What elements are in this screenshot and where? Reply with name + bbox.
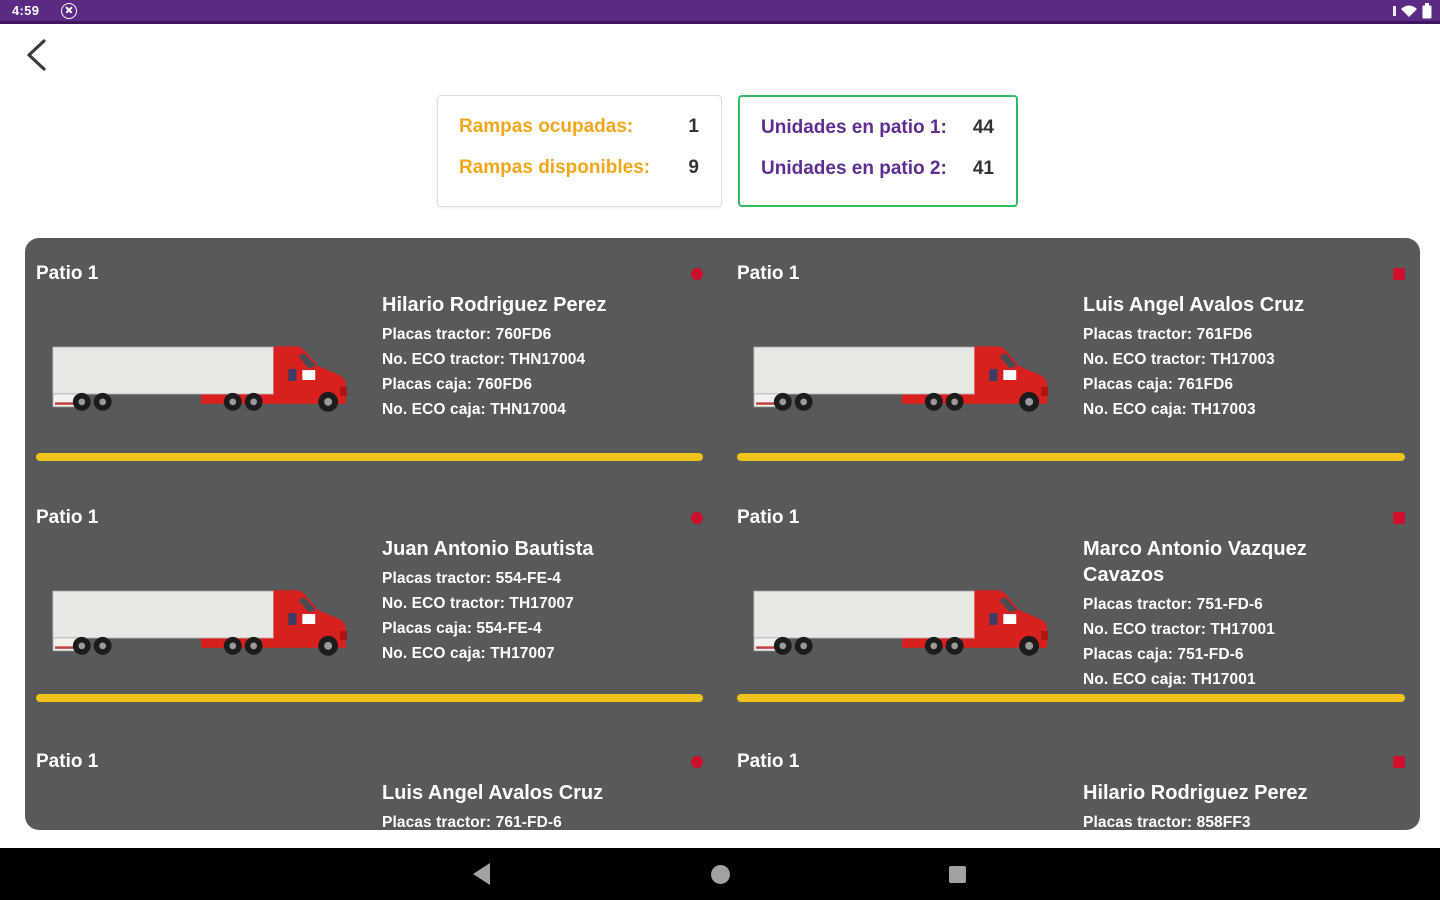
driver-name: Hilario Rodriguez Perez (382, 294, 607, 316)
yellow-divider (737, 694, 1405, 702)
placas-tractor: Placas tractor: 761-FD-6 (382, 814, 562, 830)
status-bar (0, 0, 1440, 24)
back-triangle-icon (473, 863, 490, 885)
driver-name: Marco Antonio Vazquez Cavazos (1083, 538, 1307, 586)
driver-name: Luis Angel Avalos Cruz (382, 782, 604, 804)
red-status-dot-icon (691, 756, 703, 768)
patio-label: Patio 1 (737, 507, 800, 528)
patio-label: Patio 1 (737, 751, 800, 772)
placas-tractor: Placas tractor: 751-FD-6 (1083, 596, 1263, 613)
ramps-available-label: Rampas disponibles: (459, 157, 651, 178)
eco-caja: No. ECO caja: TH17003 (1083, 401, 1256, 418)
units-summary-card (738, 95, 1018, 207)
ramps-available-value: 9 (688, 157, 699, 178)
truck-card[interactable] (737, 461, 1405, 702)
driver-name: Juan Antonio Bautista (382, 538, 594, 560)
red-status-dot-icon (691, 268, 703, 280)
placas-caja: Placas caja: 760FD6 (382, 376, 533, 393)
eco-caja: No. ECO caja: TH17007 (382, 645, 555, 662)
eco-tractor: No. ECO tractor: TH17007 (382, 595, 574, 612)
truck-image (753, 586, 1051, 658)
eco-tractor: No. ECO tractor: TH17001 (1083, 621, 1275, 638)
eco-caja: No. ECO caja: TH17001 (1083, 671, 1256, 688)
truck-card[interactable] (36, 238, 703, 461)
ramps-occupied-value: 1 (688, 116, 699, 137)
clock: 4:59 (12, 3, 40, 18)
patio-label: Patio 1 (36, 751, 99, 772)
placas-tractor: Placas tractor: 761FD6 (1083, 326, 1253, 343)
eco-tractor: No. ECO tractor: TH17003 (1083, 351, 1275, 368)
red-status-dot-icon (1393, 268, 1405, 280)
truck-grid (36, 238, 1406, 830)
placas-tractor: Placas tractor: 760FD6 (382, 326, 552, 343)
nav-home-button[interactable] (696, 848, 744, 900)
red-status-dot-icon (691, 512, 703, 524)
patio-label: Patio 1 (36, 507, 99, 528)
home-circle-icon (711, 865, 730, 884)
truck-card[interactable] (36, 702, 703, 830)
back-button[interactable] (16, 36, 56, 76)
truck-card[interactable] (36, 461, 703, 702)
units-patio2-label: Unidades en patio 2: (761, 158, 947, 179)
truck-card[interactable] (737, 702, 1405, 830)
yellow-divider (36, 453, 703, 461)
battery-icon (1422, 3, 1432, 19)
truck-card[interactable] (737, 238, 1405, 461)
truck-image (52, 586, 350, 658)
android-nav-bar (0, 848, 1440, 900)
placas-caja: Placas caja: 751-FD-6 (1083, 646, 1244, 663)
patio-label: Patio 1 (36, 263, 99, 284)
red-status-dot-icon (1393, 512, 1405, 524)
placas-tractor: Placas tractor: 858FF3 (1083, 814, 1251, 830)
wifi-icon (1401, 5, 1417, 17)
eco-caja: No. ECO caja: THN17004 (382, 401, 566, 418)
signal-icon (1393, 6, 1396, 16)
placas-caja: Placas caja: 761FD6 (1083, 376, 1234, 393)
placas-tractor: Placas tractor: 554-FE-4 (382, 570, 562, 587)
patio-label: Patio 1 (737, 263, 800, 284)
placas-caja: Placas caja: 554-FE-4 (382, 620, 542, 637)
truck-list-panel[interactable] (25, 238, 1420, 830)
yellow-divider (36, 694, 703, 702)
driver-name: Luis Angel Avalos Cruz (1083, 294, 1305, 316)
driver-name: Hilario Rodriguez Perez (1083, 782, 1308, 804)
crossed-circle-icon (61, 3, 77, 19)
nav-recents-button[interactable] (933, 848, 981, 900)
eco-tractor: No. ECO tractor: THN17004 (382, 351, 586, 368)
truck-image (52, 342, 350, 414)
red-status-dot-icon (1393, 756, 1405, 768)
units-patio1-value: 44 (972, 117, 994, 138)
ramps-summary-card (437, 95, 722, 207)
truck-image (753, 342, 1051, 414)
yellow-divider (737, 453, 1405, 461)
recents-square-icon (949, 866, 966, 883)
units-patio2-value: 41 (972, 158, 994, 179)
ramps-occupied-label: Rampas ocupadas: (459, 116, 634, 137)
nav-back-button[interactable] (457, 848, 505, 900)
units-patio1-label: Unidades en patio 1: (761, 117, 947, 138)
